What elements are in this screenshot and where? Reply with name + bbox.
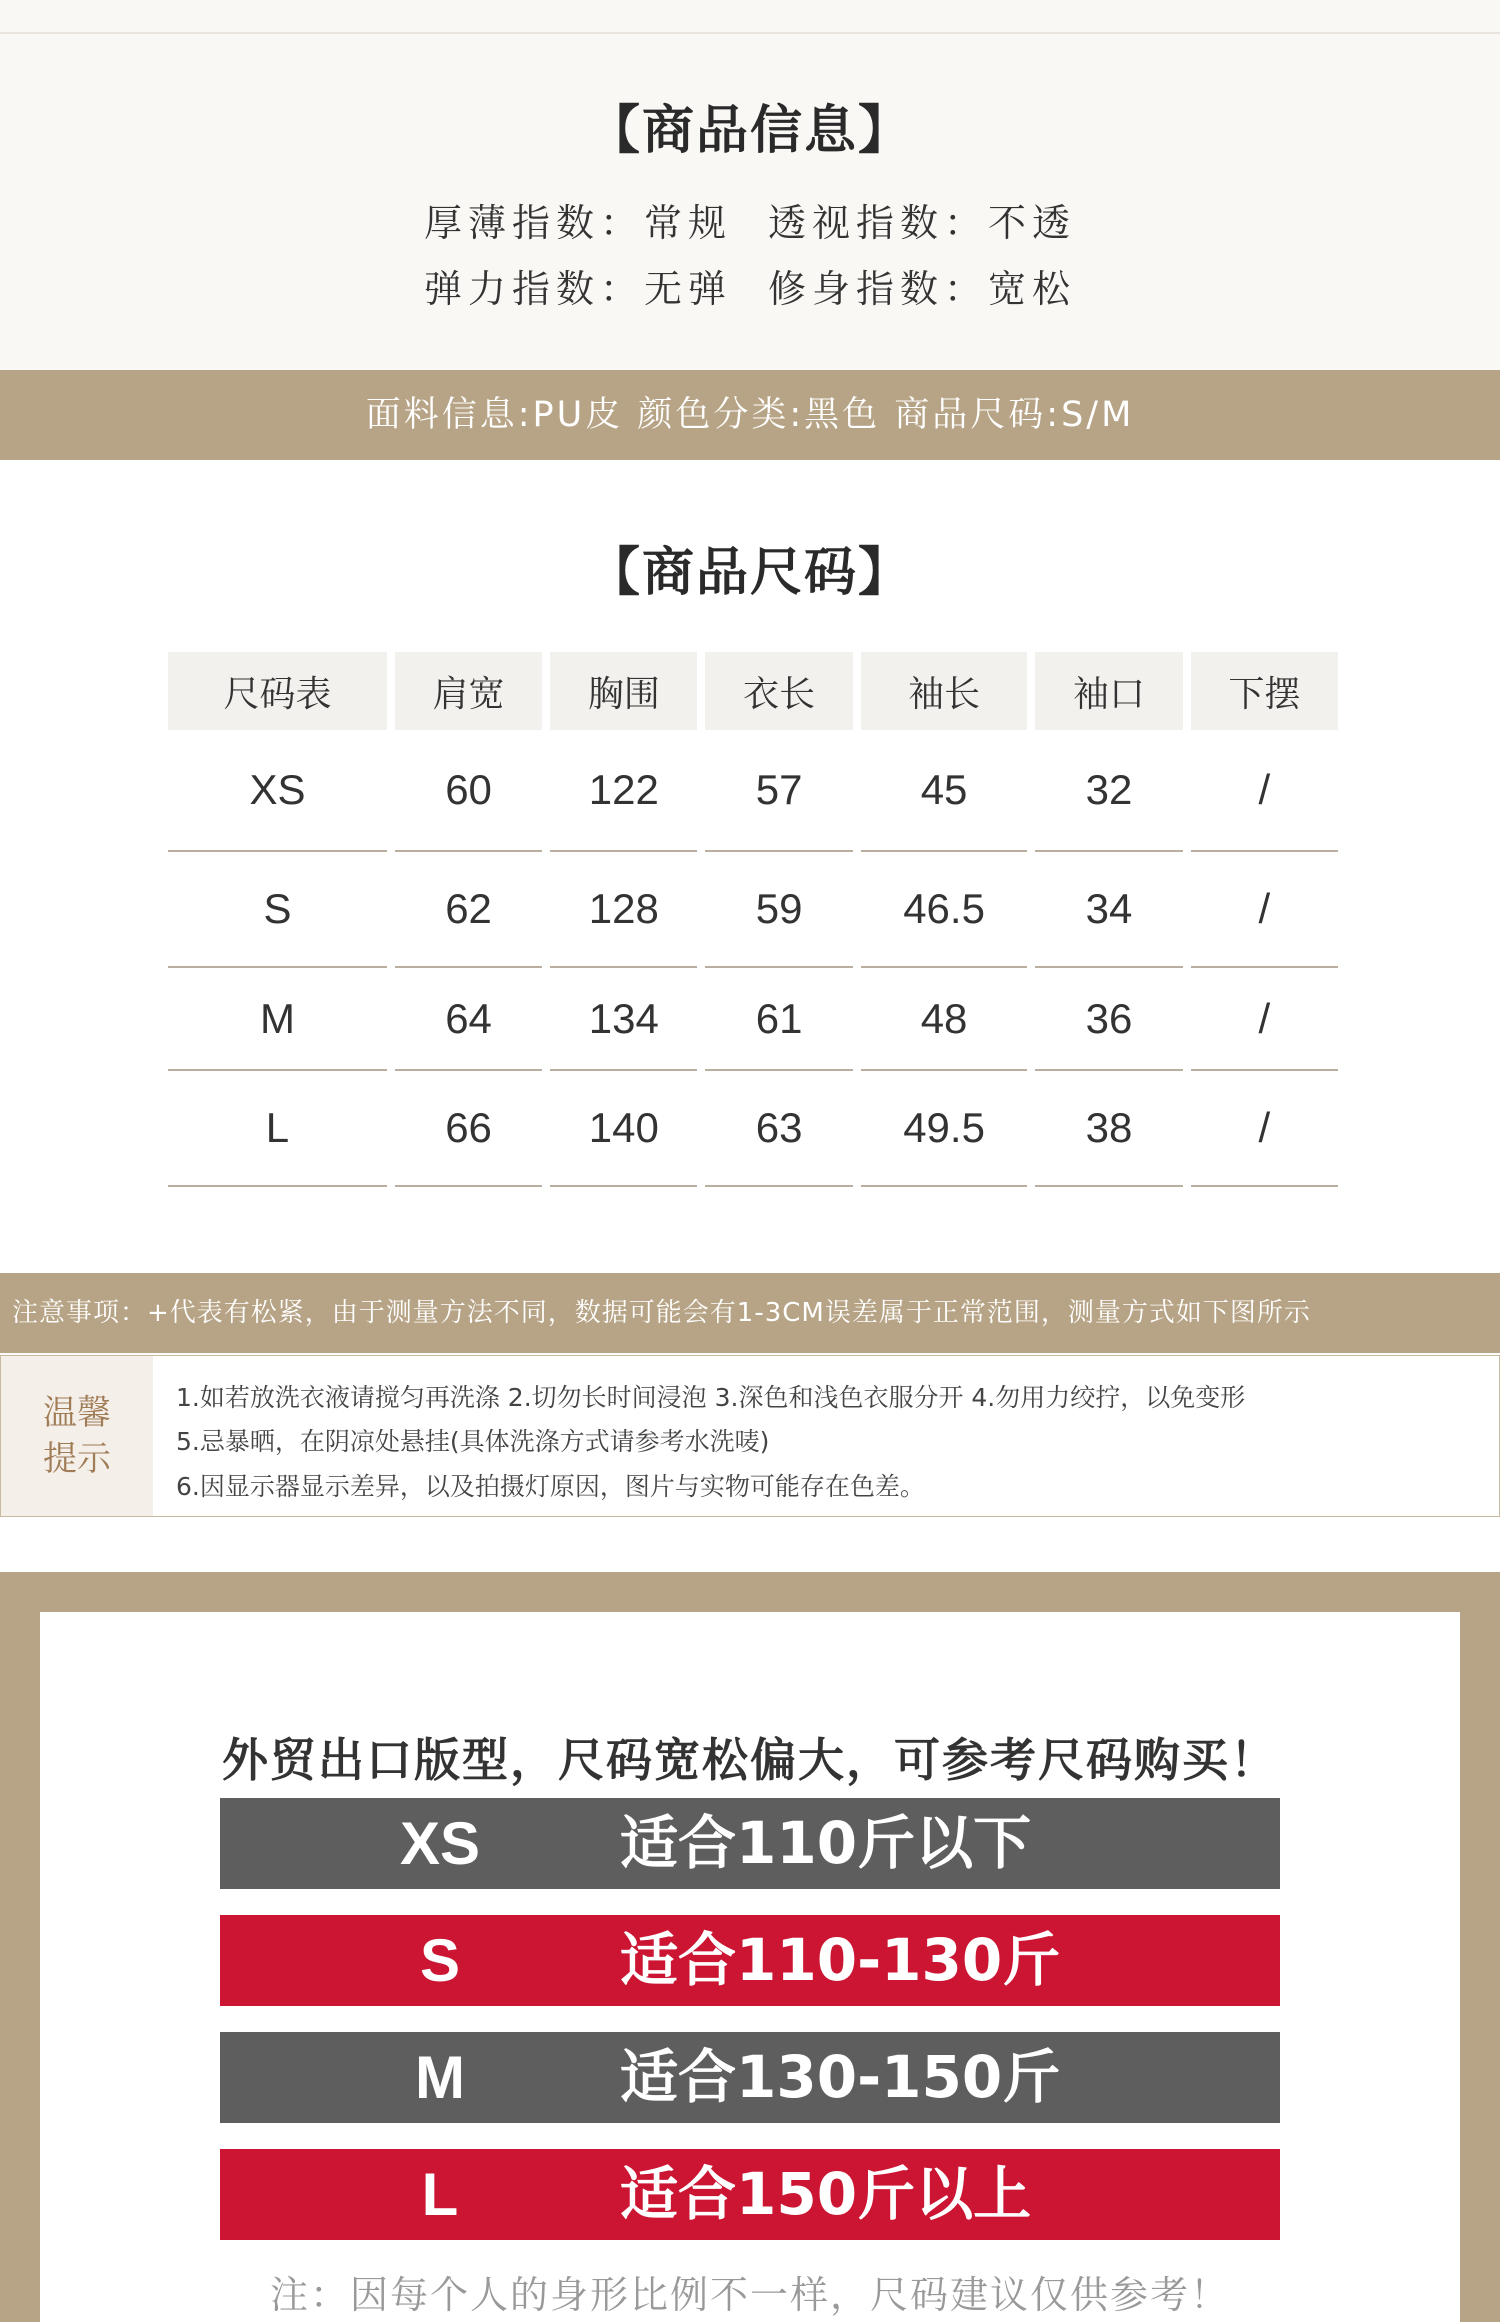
size-chart-title: 【商品尺码】 [587,543,912,603]
table-cell: 60 [395,730,542,852]
table-cell: 36 [1035,968,1182,1071]
tips-label-line2: 提示 [43,1439,111,1479]
table-row [168,968,1338,1071]
header-cell: 胸围 [550,652,697,730]
recommend-weight: 适合150斤以上 [620,2160,1032,2228]
table-cell: S [168,852,387,968]
header-cell: 袖口 [1035,652,1182,730]
table-cell: 34 [1035,852,1182,968]
table-cell: 140 [550,1071,697,1187]
table-cell: 64 [395,968,542,1071]
recommend-size: M [415,2044,465,2111]
table-cell: XS [168,730,387,852]
table-cell: 49.5 [861,1071,1028,1187]
table-row [168,730,1338,852]
tips-label [1,1356,153,1516]
header-cell: 下摆 [1191,652,1338,730]
recommend-weight: 适合110-130斤 [620,1926,1061,1994]
table-cell: L [168,1071,387,1187]
recommend-row-xs [220,1798,1280,1889]
table-cell: 63 [705,1071,852,1187]
thickness-index: 厚薄指数：常规 [423,201,732,245]
table-row [168,852,1338,968]
header-cell: 肩宽 [395,652,542,730]
recommend-weight: 适合130-150斤 [620,2043,1061,2111]
size-table [160,652,1346,1187]
table-cell: / [1191,968,1338,1071]
recommend-row-s [220,1915,1280,2006]
tips-label-line1: 温馨 [43,1393,111,1433]
info-line-1 [0,192,1500,247]
header-cell: 袖长 [861,652,1028,730]
table-cell: / [1191,1071,1338,1187]
table-cell: 46.5 [861,852,1028,968]
table-row [168,1071,1338,1187]
size-recommendation-panel [40,1612,1460,2322]
elasticity-index: 弹力指数：无弹 [423,267,732,311]
product-info-title: 【商品信息】 [587,101,912,161]
transparency-index: 透视指数：不透 [768,201,1077,245]
recommend-size: L [421,2161,459,2228]
recommend-weight: 适合110斤以下 [620,1809,1032,1877]
divider [0,32,1500,34]
table-cell: 122 [550,730,697,852]
table-cell: 48 [861,968,1028,1071]
header-cell: 尺码表 [168,652,387,730]
recommend-size: S [419,1927,461,1994]
table-cell: 134 [550,968,697,1071]
recommend-row-m [220,2032,1280,2123]
table-cell: 38 [1035,1071,1182,1187]
recommendation-note: 注：因每个人的身形比例不一样，尺码建议仅供参考！ [269,2273,1230,2317]
table-cell: 62 [395,852,542,968]
info-line-2 [0,258,1500,313]
header-cell: 衣长 [705,652,852,730]
care-tips-box [0,1355,1500,1517]
measurement-notice: 注意事项：+代表有松紧，由于测量方法不同，数据可能会有1-3CM误差属于正常范围，测量方式如下图所示 [0,1273,1500,1353]
tip-line-2: 5.忌暴晒，在阴凉处悬挂(具体洗涤方式请参考水洗唛) [176,1427,770,1456]
recommend-size: XS [399,1810,481,1877]
table-cell: 128 [550,852,697,968]
table-cell: 66 [395,1071,542,1187]
fit-index: 修身指数：宽松 [768,267,1077,311]
size-table-header [168,652,1338,730]
size-recommendation-frame [0,1572,1500,2322]
product-info-section [0,0,1500,370]
table-cell: / [1191,852,1338,968]
table-cell: 59 [705,852,852,968]
recommendation-title: 外贸出口版型，尺码宽松偏大，可参考尺码购买！ [222,1733,1278,1787]
table-cell: 57 [705,730,852,852]
recommend-row-l [220,2149,1280,2240]
tip-line-3: 6.因显示器显示差异，以及拍摄灯原因，图片与实物可能存在色差。 [176,1472,925,1501]
tip-line-1: 1.如若放洗衣液请搅匀再洗涤 2.切勿长时间浸泡 3.深色和浅色衣服分开 4.勿用力绞拧，以免变形 [176,1383,1246,1412]
table-cell: 61 [705,968,852,1071]
fabric-info-band: 面料信息:PU皮 颜色分类:黑色 商品尺码:S/M [0,370,1500,460]
table-cell: 32 [1035,730,1182,852]
table-cell: 45 [861,730,1028,852]
table-cell: / [1191,730,1338,852]
table-cell: M [168,968,387,1071]
